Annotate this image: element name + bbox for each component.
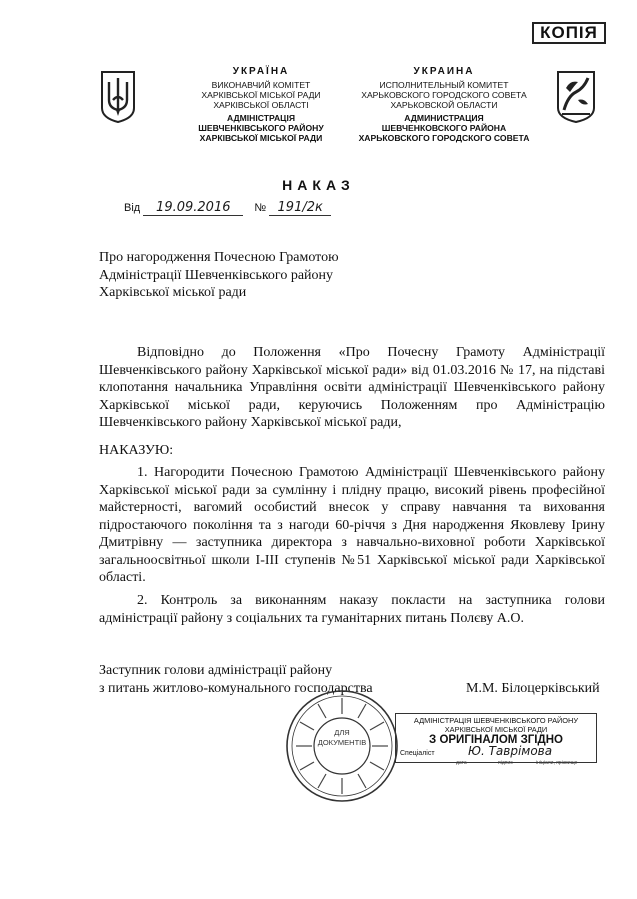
- order-number: 191/2к: [269, 200, 331, 216]
- round-seal-center: [312, 728, 372, 748]
- stamp-line-3: З ОРИГІНАЛОМ ЗГІДНО: [429, 734, 563, 746]
- stamp-sub-label: ініціали, прізвище: [536, 760, 578, 766]
- number-label: №: [254, 202, 267, 214]
- seal-center-line: ДОКУМЕНТІВ: [317, 738, 367, 747]
- preamble: Відповідно до Положення «Про Почесну Грамоту Адміністрації Шевченківського району Харківської міської ради» від 01.03.2016 № 17, на підставі клопотання начальника Управління освіти адміністрації Шевченківського району Харківської міської ради, керуючись Положенням про Адміністрацію Шевченківського району Харківської міської ради,: [99, 345, 605, 430]
- order-date-line: [124, 200, 331, 216]
- stamp-sub-label: дата: [456, 760, 467, 766]
- order-title: НАКАЗ: [282, 177, 355, 193]
- stamp-line-1: АДМІНІСТРАЦІЯ ШЕВЧЕНКІВСЬКОГО РАЙОНУ: [413, 716, 579, 725]
- header-sub-line: ШЕВЧЕНКІВСЬКОГО РАЙОНУ: [198, 123, 324, 133]
- signature-title-line-2: з питань житлово-комунального господарства: [99, 681, 373, 696]
- header-sub-line: АДМІНІСТРАЦІЯ: [226, 113, 296, 123]
- coat-of-arms-ukraine-icon: [100, 70, 136, 124]
- header-line: ИСПОЛНИТЕЛЬНЫЙ КОМИТЕТ: [379, 80, 509, 90]
- subject-line: Про нагородження Почесною Грамотою: [99, 250, 339, 265]
- header-country: УКРАЇНА: [232, 66, 290, 77]
- order-date: 19.09.2016: [143, 200, 243, 216]
- header-left: [190, 67, 332, 143]
- header-sub-line: АДМИНИСТРАЦИЯ: [404, 113, 484, 123]
- signature-title-line-1: Заступник голови адміністрації району: [99, 663, 333, 678]
- header-sub-line: ХАРКІВСЬКОЇ МІСЬКОЇ РАДИ: [199, 133, 323, 143]
- stamp-signer: Ю. Таврімова: [468, 744, 553, 758]
- subject-line: Харківської міської ради: [99, 285, 247, 300]
- copy-stamp: КОПІЯ: [532, 22, 606, 44]
- order-item-1: 1. Нагородити Почесною Грамотою Адміністрації Шевченківського району Харківської міської ради за сумлінну і плідну працю, високий рівень професійної майстерності, вагомий особистий внесок у справу навчання та виховання підростаючого покоління та з нагоди 60-річчя з Дня народження Яковлеву Ірину Дмитрівну — заступника директора з навчально-виховної роботи Харківської загальноосвітньої школи І-ІІІ ступенів №51 Харківської міської ради Харківської області.: [99, 465, 605, 585]
- certification-stamp: [395, 713, 597, 766]
- stamp-line-2: ХАРКІВСЬКОЇ МІСЬКОЇ РАДИ: [444, 725, 548, 734]
- signatory-name: М.М. Білоцерківський: [466, 681, 600, 696]
- stamp-sub-label: підпис: [498, 760, 513, 766]
- header-line: ХАРКІВСЬКОЇ МІСЬКОЇ РАДИ: [201, 90, 321, 100]
- stamp-specialist-label: Спеціаліст: [400, 750, 435, 757]
- header-line: ХАРЬКОВСКОЙ ОБЛАСТИ: [390, 100, 498, 110]
- header-sub-line: ШЕВЧЕНКОВСКОГО РАЙОНА: [381, 123, 507, 133]
- header-line: ВИКОНАВЧИЙ КОМІТЕТ: [211, 80, 311, 90]
- subject-line: Адміністрації Шевченківського району: [99, 267, 334, 283]
- order-subject: [99, 249, 399, 302]
- nakazuyu: НАКАЗУЮ:: [99, 443, 174, 458]
- header-country: УКРАИНА: [413, 66, 475, 77]
- order-item-2: 2. Контроль за виконанням наказу покласти на заступника голови адміністрації району з соціальних та гуманітарних питань Полєву А.О.: [99, 593, 605, 626]
- kharkiv-emblem-icon: [556, 70, 596, 124]
- header-line: ХАРКІВСЬКОЇ ОБЛАСТІ: [213, 100, 309, 110]
- date-label: Від: [124, 202, 141, 214]
- header-right: [352, 67, 536, 143]
- seal-center-line: ДЛЯ: [334, 728, 350, 737]
- header-line: ХАРЬКОВСКОГО ГОРОДСКОГО СОВЕТА: [361, 90, 527, 100]
- header-sub-line: ХАРЬКОВСКОГО ГОРОДСКОГО СОВЕТА: [358, 133, 530, 143]
